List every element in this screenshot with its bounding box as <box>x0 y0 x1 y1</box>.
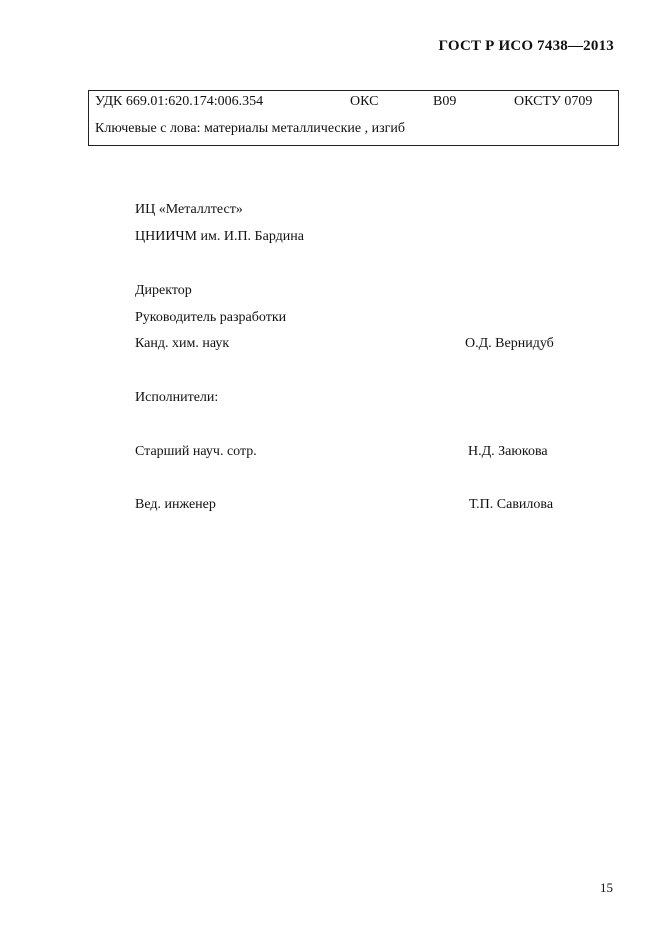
organization-line-2: ЦНИИЧМ им. И.П. Бардина <box>135 229 304 244</box>
classification-row <box>95 94 612 114</box>
organization-line-1: ИЦ «Металлтест» <box>135 202 243 217</box>
executor-name: Т.П. Савилова <box>469 497 554 512</box>
oks-code: В09 <box>433 94 457 109</box>
classification-box <box>88 90 619 146</box>
page-number: 15 <box>600 880 613 895</box>
executor-position: Старший науч. сотр. <box>135 444 257 459</box>
director-name: О.Д. Вернидуб <box>465 336 554 351</box>
executor-position: Вед. инженер <box>135 497 216 512</box>
academic-degree: Канд. хим. наук <box>135 336 230 351</box>
oks-label: ОКС <box>350 94 379 109</box>
executors-heading: Исполнители: <box>135 390 219 405</box>
executor-name: Н.Д. Заюкова <box>468 444 548 459</box>
okstu-code: ОКСТУ 0709 <box>514 94 593 109</box>
standard-header-code: ГОСТ Р ИСО 7438—2013 <box>438 38 614 54</box>
keywords-line: Ключевые с лова: материалы металлические , изгиб <box>95 121 406 136</box>
director-title: Директор <box>135 283 192 298</box>
development-lead-title: Руководитель разработки <box>135 310 287 325</box>
udk-code: УДК 669.01:620.174:006.354 <box>95 94 264 109</box>
